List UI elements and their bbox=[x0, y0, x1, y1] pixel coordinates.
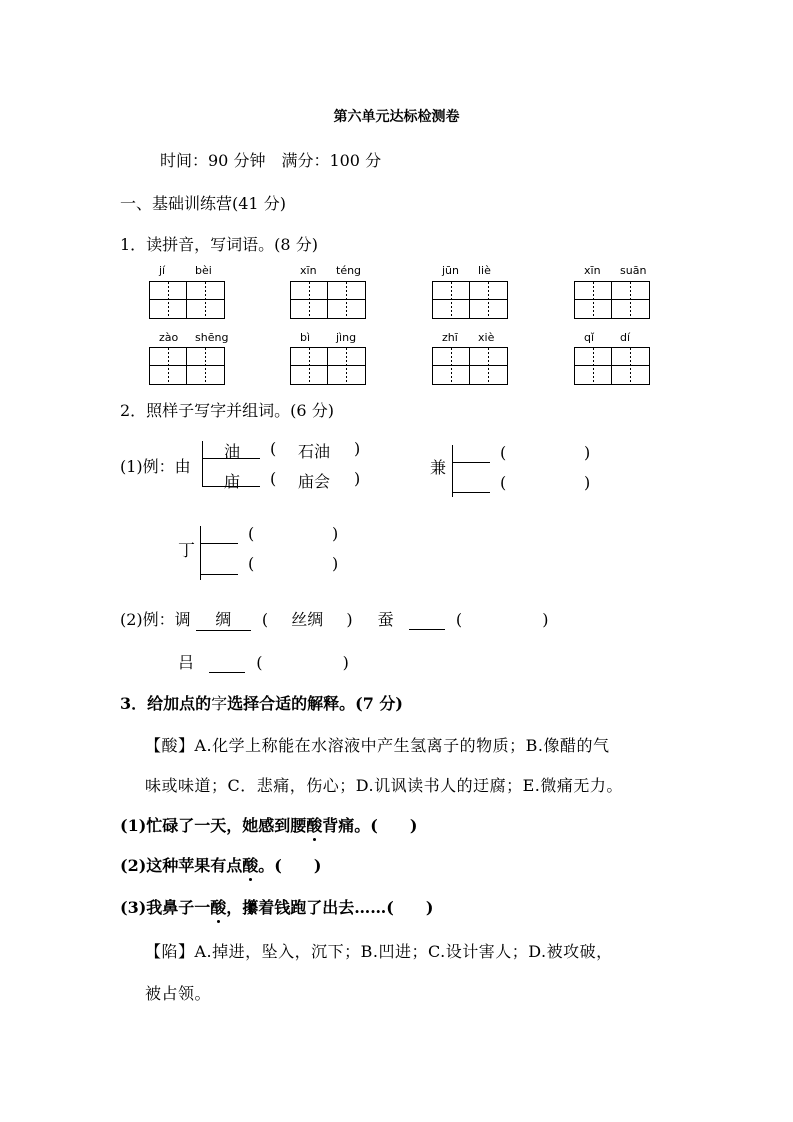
writing-cell[interactable] bbox=[150, 282, 187, 318]
writing-grid[interactable] bbox=[574, 281, 650, 319]
answer-slot-can[interactable] bbox=[467, 610, 537, 629]
example-word-b: 庙会 bbox=[298, 472, 331, 491]
paren-open: ( bbox=[270, 469, 277, 488]
brace-ding bbox=[200, 526, 201, 580]
fill-line-jian-1[interactable] bbox=[452, 462, 490, 463]
fill-line-jian-2[interactable] bbox=[452, 492, 490, 493]
pinyin-label: zhī bbox=[442, 331, 458, 344]
writing-cell[interactable] bbox=[150, 348, 187, 384]
example-word-a: 石油 bbox=[298, 442, 331, 461]
char-lv: 吕 bbox=[178, 653, 195, 672]
example-word: 丝绸 bbox=[291, 610, 324, 629]
example-char-b: 庙 bbox=[224, 472, 241, 491]
writing-grid[interactable] bbox=[149, 347, 225, 385]
fill-line-ding-1[interactable] bbox=[200, 543, 238, 544]
writing-cell[interactable] bbox=[291, 348, 328, 384]
writing-grid[interactable] bbox=[432, 281, 508, 319]
paren-close: ) bbox=[342, 653, 349, 672]
dotted-char: 酸 bbox=[242, 853, 258, 876]
paren-open: ( bbox=[270, 439, 277, 458]
paren-close: ) bbox=[332, 524, 339, 543]
writing-cell[interactable] bbox=[187, 348, 224, 384]
paren-open: ( bbox=[248, 554, 255, 573]
paren-close: ) bbox=[542, 610, 549, 629]
q3-sentence-3: (3)我鼻子一酸，攥着钱跑了出去……( ) bbox=[120, 895, 433, 918]
pinyin-label: bèi bbox=[195, 264, 212, 277]
paren-close: ) bbox=[332, 554, 339, 573]
char-jian: 兼 bbox=[430, 458, 447, 477]
pinyin-label: jūn bbox=[442, 264, 459, 277]
writing-cell[interactable] bbox=[328, 282, 365, 318]
answer-slot-lv[interactable] bbox=[268, 653, 338, 672]
pinyin-label: jìng bbox=[336, 331, 357, 344]
writing-cell[interactable] bbox=[433, 348, 470, 384]
fill-line-can[interactable] bbox=[409, 610, 445, 630]
writing-grid[interactable] bbox=[574, 347, 650, 385]
paren-close: ) bbox=[354, 469, 361, 488]
brace-jian bbox=[452, 445, 453, 497]
writing-cell[interactable] bbox=[328, 348, 365, 384]
pinyin-label: jí bbox=[159, 264, 166, 277]
writing-grid[interactable] bbox=[290, 281, 366, 319]
writing-cell[interactable] bbox=[187, 282, 224, 318]
q2-ex2-label: (2)例：调 bbox=[120, 610, 191, 629]
page-title: 第六单元达标检测卷 bbox=[333, 109, 460, 125]
pinyin-label: shēng bbox=[195, 331, 229, 344]
q2-heading: 2．照样子写字并组词。(6 分) bbox=[120, 401, 334, 420]
paren-open: ( bbox=[248, 524, 255, 543]
writing-cell[interactable] bbox=[575, 282, 612, 318]
q3-heading: 3．给加点的字选择合适的解释。(7 分) bbox=[120, 694, 404, 713]
writing-grid[interactable] bbox=[432, 347, 508, 385]
pinyin-label: bì bbox=[300, 331, 311, 344]
dotted-char: 酸 bbox=[210, 895, 226, 918]
paren-open: ( bbox=[500, 443, 507, 462]
paren-open: ( bbox=[261, 610, 269, 629]
char-ding: 丁 bbox=[178, 541, 195, 561]
writing-cell[interactable] bbox=[470, 282, 507, 318]
example-answer: 绸 bbox=[196, 607, 251, 631]
paren-open: ( bbox=[500, 473, 507, 492]
char-can: 蚕 bbox=[377, 610, 394, 629]
fill-line-lv[interactable] bbox=[209, 653, 245, 673]
paren-open: ( bbox=[256, 653, 263, 672]
paren-close: ) bbox=[346, 610, 353, 629]
fill-line-ding-2[interactable] bbox=[200, 574, 238, 575]
example-char-a: 油 bbox=[224, 442, 241, 461]
pinyin-label: zào bbox=[159, 331, 179, 344]
pinyin-label: xīn bbox=[584, 264, 601, 277]
pinyin-label: téng bbox=[336, 264, 362, 277]
paren-close: ) bbox=[354, 439, 361, 458]
writing-cell[interactable] bbox=[433, 282, 470, 318]
writing-grid[interactable] bbox=[149, 281, 225, 319]
writing-grid[interactable] bbox=[290, 347, 366, 385]
writing-cell[interactable] bbox=[612, 282, 649, 318]
pinyin-label: xiè bbox=[478, 331, 495, 344]
writing-cell[interactable] bbox=[291, 282, 328, 318]
writing-cell[interactable] bbox=[612, 348, 649, 384]
suan-definition-line2: 味或味道；C．悲痛，伤心；D.讥讽读书人的迂腐；E.微痛无力。 bbox=[145, 776, 623, 795]
q2-ex2-row bbox=[120, 607, 549, 631]
pinyin-label: qǐ bbox=[584, 331, 595, 344]
paren-open: ( bbox=[455, 610, 463, 629]
exam-meta: 时间：90 分钟 满分：100 分 bbox=[160, 151, 382, 170]
q3-sentence-2: (2)这种苹果有点酸。( ) bbox=[120, 853, 321, 876]
q3-sentence-1: (1)忙碌了一天，她感到腰酸背痛。( ) bbox=[120, 813, 417, 836]
q2-ex1-label: (1)例：由 bbox=[120, 457, 191, 476]
section-heading-1: 一、基础训练营(41 分) bbox=[120, 194, 286, 213]
q1-heading: 1．读拼音，写词语。(8 分) bbox=[120, 235, 318, 254]
writing-cell[interactable] bbox=[575, 348, 612, 384]
suan-definition-line1: 【酸】A.化学上称能在水溶液中产生氢离子的物质；B.像醋的气 bbox=[145, 736, 610, 755]
paren-close: ) bbox=[584, 443, 591, 462]
brace-you bbox=[202, 441, 203, 486]
xian-definition-line2: 被占领。 bbox=[145, 984, 212, 1003]
xian-definition-line1: 【陷】A.掉进，坠入，沉下；B.凹进；C.设计害人；D.被攻破， bbox=[145, 942, 613, 961]
writing-cell[interactable] bbox=[470, 348, 507, 384]
pinyin-label: suān bbox=[620, 264, 647, 277]
pinyin-label: dí bbox=[620, 331, 631, 344]
paren-close: ) bbox=[584, 473, 591, 492]
pinyin-label: liè bbox=[478, 264, 491, 277]
pinyin-label: xīn bbox=[300, 264, 317, 277]
dotted-char: 酸 bbox=[306, 813, 322, 836]
q2-lv-row bbox=[178, 650, 349, 673]
